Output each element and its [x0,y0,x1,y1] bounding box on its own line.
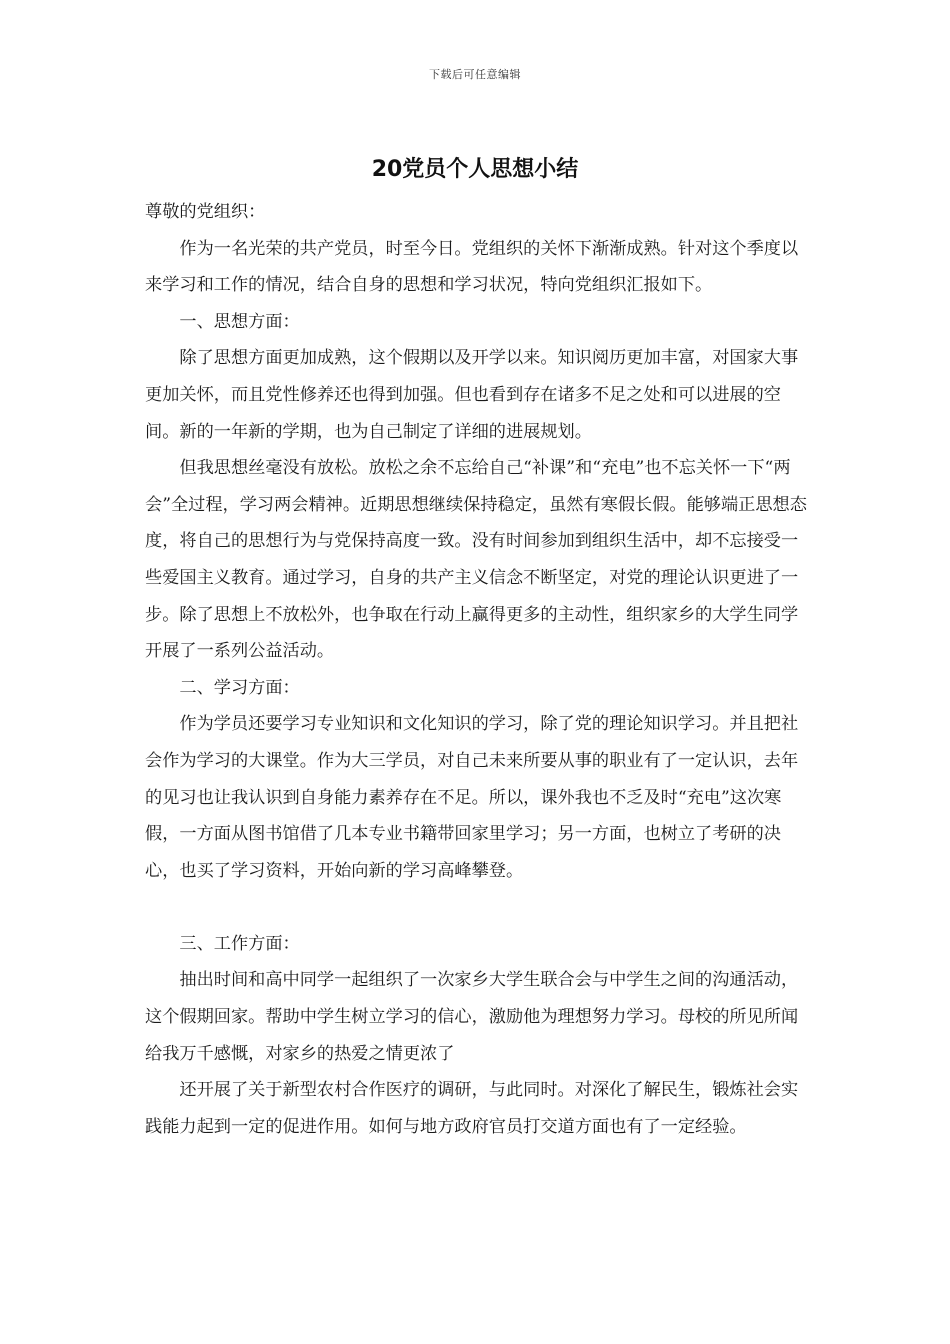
download-note: 下载后可任意编辑 [429,68,521,81]
thought-paragraph-2: 但我思想丝毫没有放松。放松之余不忘给自己“补课”和“充电”也不忘关怀一下“两会”全过程，学习两会精神。近期思想继续保持稳定，虽然有寒假长假。能够端正思想态度，将自己的思想行为与党保持高度一致。没有时间参加到组织生活中，却不忘接受一些爱国主义教育。通过学习，自身的共产主义信念不断坚定，对党的理论认识更进了一步。除了思想上不放松外，也争取在行动上赢得更多的主动性，组织家乡的大学生同学开展了一系列公益活动。 [145,458,807,662]
section-heading-study: 二、学习方面： [179,677,300,698]
thought-paragraph-1: 除了思想方面更加成熟，这个假期以及开学以来。知识阅历更加丰富，对国家大事更加关怀，而且党性修养还也得到加强。但也看到存在诸多不足之处和可以进展的空间。新的一年新的学期，也为自己制定了详细的进展规划。 [145,348,799,442]
work-paragraph-2: 还开展了关于新型农村合作医疗的调研，与此同时。对深化了解民生，锻炼社会实践能力起到一定的促进作用。如何与地方政府官员打交道方面也有了一定经验。 [145,1080,799,1137]
intro-paragraph: 作为一名光荣的共产党员，时至今日。党组织的关怀下渐渐成熟。针对这个季度以来学习和工作的情况，结合自身的思想和学习状况，特向党组织汇报如下。 [145,238,799,296]
salutation: 尊敬的党组织： [145,202,266,222]
document-body [145,194,813,1145]
study-paragraph: 作为学员还要学习专业知识和文化知识的学习，除了党的理论知识学习。并且把社会作为学习的大课堂。作为大三学员，对自己未来所要从事的职业有了一定认识，去年的见习也让我认识到自身能力素养存在不足。所以，课外我也不乏及时“充电”这次寒假，一方面从图书馆借了几本专业书籍带回家里学习；另一方面，也树立了考研的决心，也买了学习资料，开始向新的学习高峰攀登。 [145,714,799,881]
work-paragraph-1: 抽出时间和高中同学一起组织了一次家乡大学生联合会与中学生之间的沟通活动，这个假期回家。帮助中学生树立学习的信心，激励他为理想努力学习。母校的所见所闻给我万千感慨，对家乡的热爱之情更浓了 [145,970,799,1064]
section-heading-work: 三、工作方面： [179,933,300,954]
section-heading-thought: 一、思想方面： [179,311,300,332]
document-title: 20党员个人思想小结 [371,157,579,182]
